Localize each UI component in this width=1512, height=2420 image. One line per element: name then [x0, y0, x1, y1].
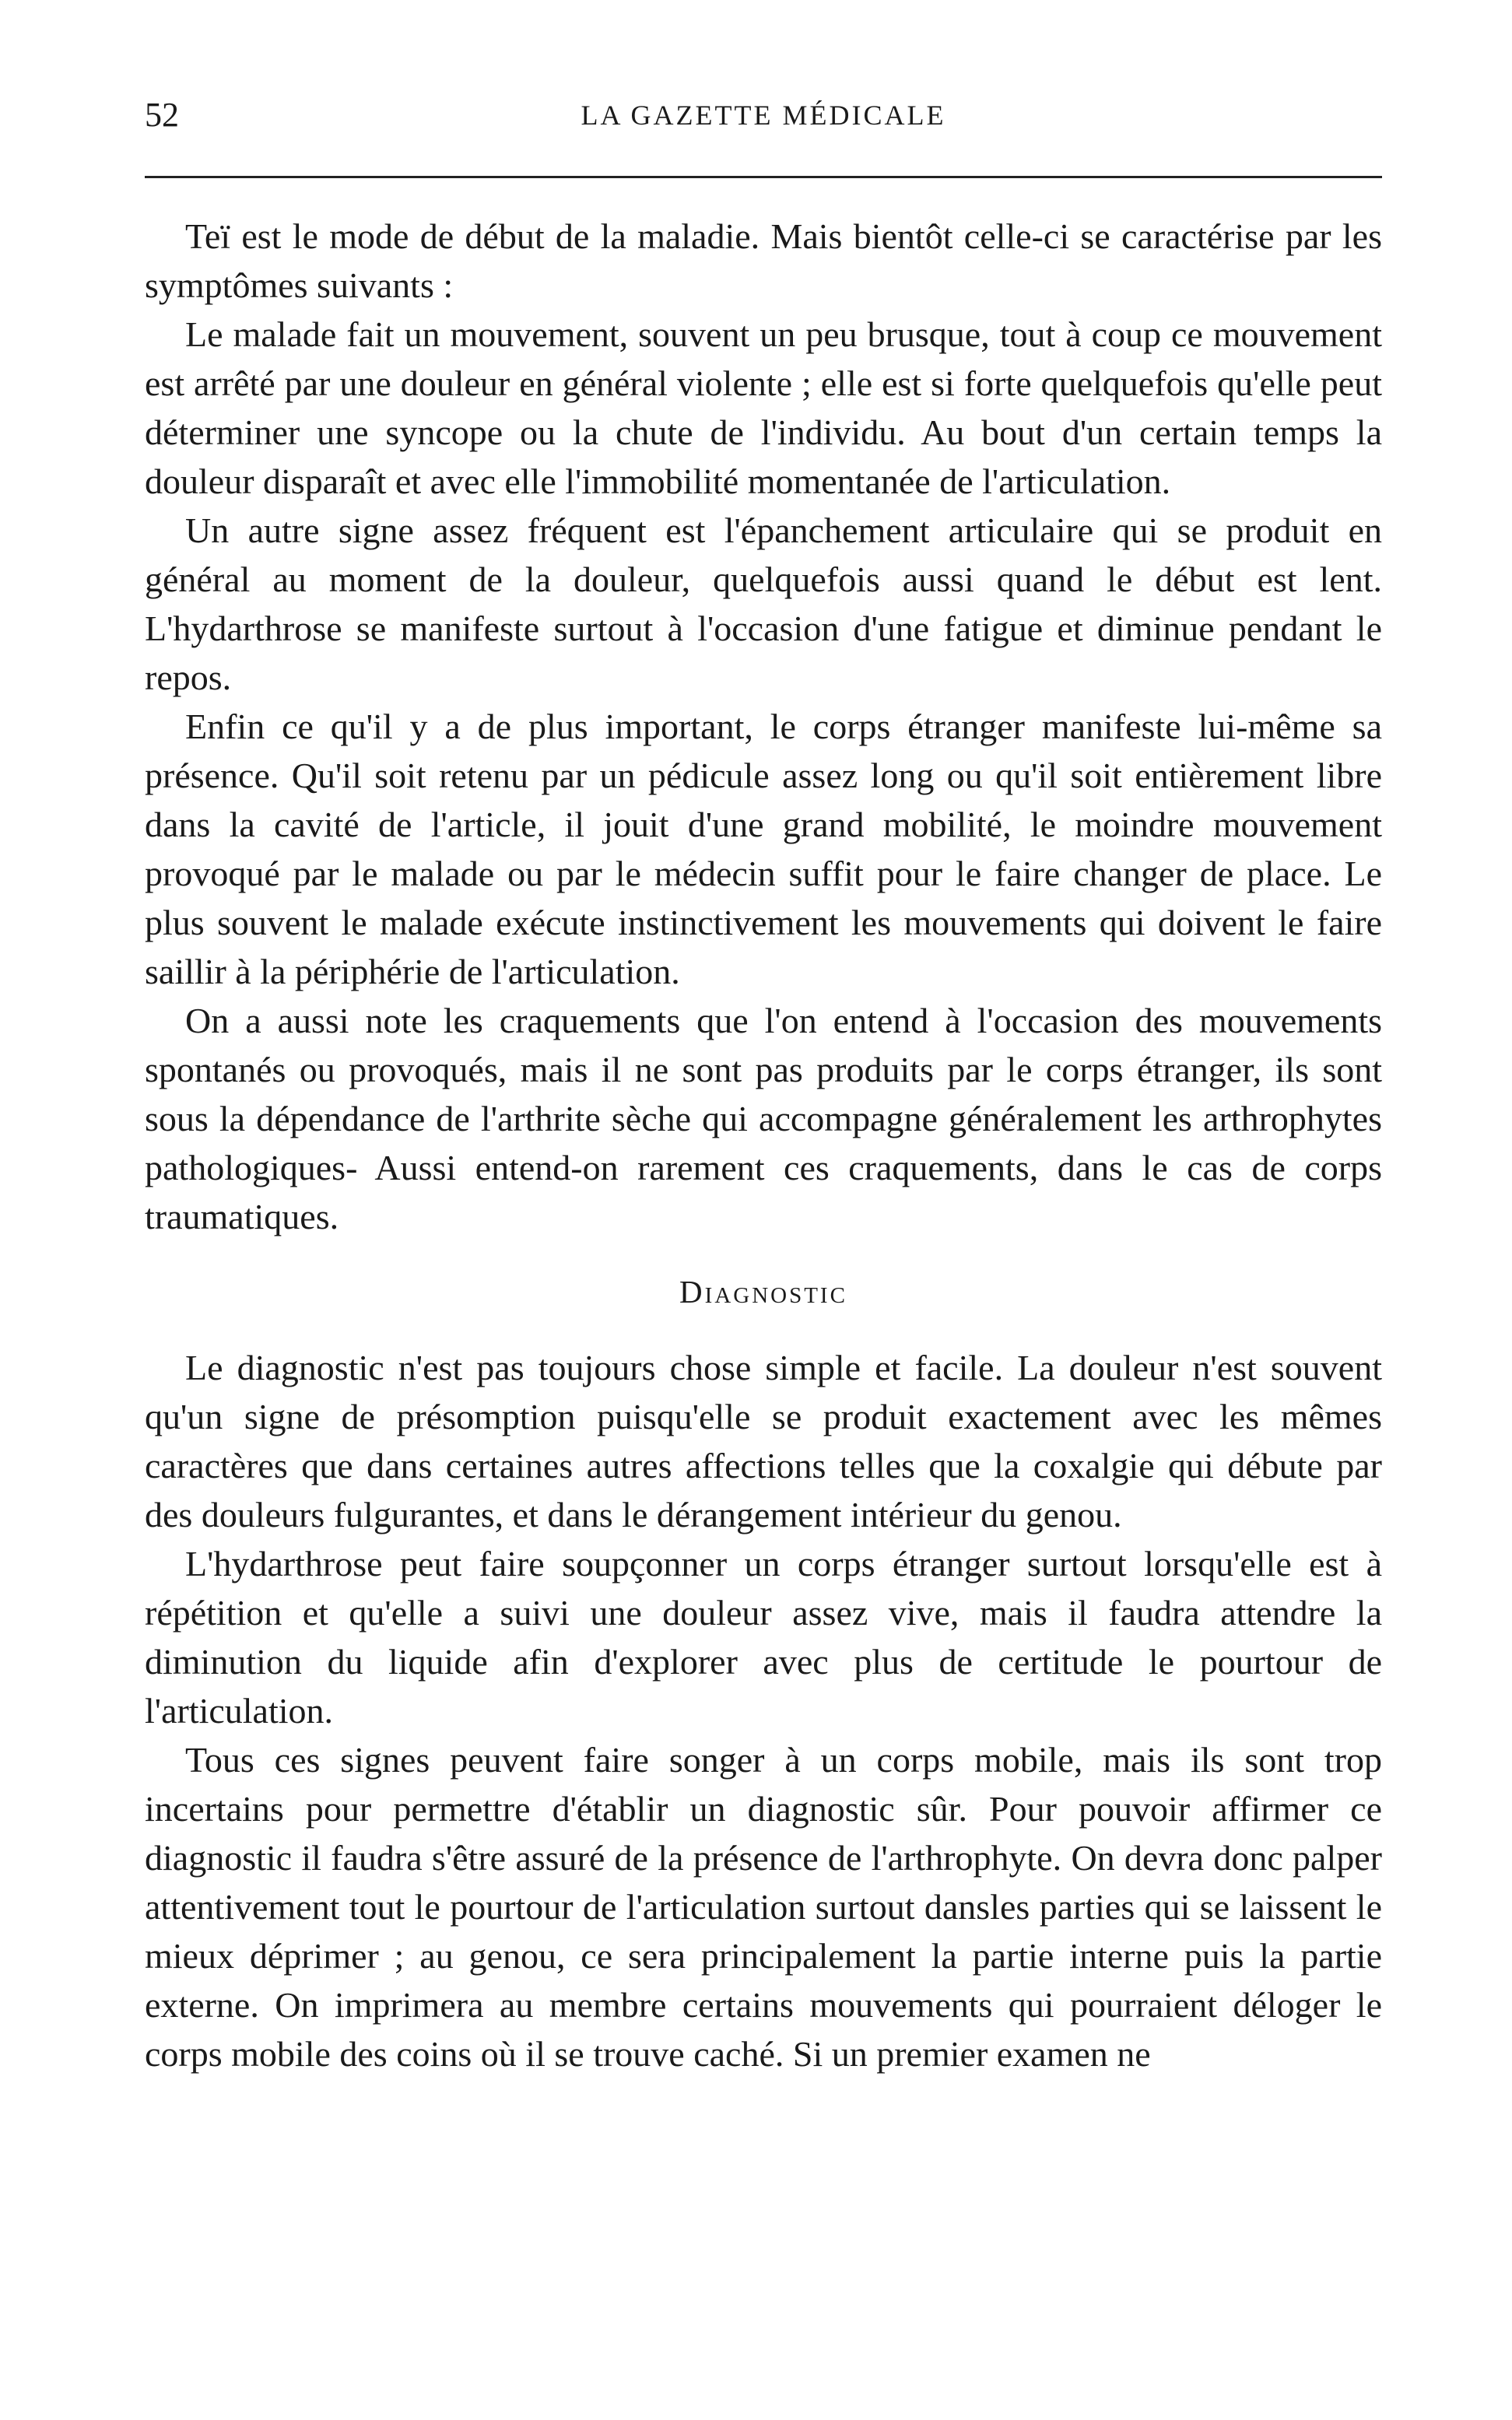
paragraph-pain: Le malade fait un mouvement, souvent un peu brusque, tout à coup ce mouvement est arrêté par une douleur en général violente ; elle est si forte quelquefois qu'elle peut déterminer une syncope ou la chute de l'individu. Au bout d'un certain temps la douleur disparaît et avec elle l'immobilité momentanée de l'articulation.: [145, 314, 1382, 501]
running-title: LA GAZETTE MÉDICALE: [581, 100, 946, 131]
section-heading-diagnostic: Diagnostic: [679, 1274, 847, 1310]
page-body: [145, 212, 1382, 2078]
paragraph-foreign-body: Enfin ce qu'il y a de plus important, le corps étranger manifeste lui-même sa présence. Qu'il soit retenu par un pédicule assez long ou qu'il soit entièrement libre dans la cavité de l'article, il jouit d'une grand mobilité, le moindre mouvement provoqué par le malade ou par le médecin suffit pour le faire changer de place. Le plus souvent le malade exécute instinctivement les mouvements qui doivent le faire saillir à la périphérie de l'articulation.: [145, 707, 1382, 991]
paragraph-palpation: Tous ces signes peuvent faire songer à un corps mobile, mais ils sont trop incertains pour permettre d'établir un diagnostic sûr. Pour pouvoir affirmer ce diagnostic il faudra s'être assuré de la présence de l'arthrophyte. On devra donc palper attentivement tout le pourtour de l'articulation surtout dansles parties qui se laissent le mieux déprimer ; au genou, ce sera principalement la partie interne puis la partie externe. On imprimera au membre certains mouvements qui pourraient déloger le corps mobile des coins où il se trouve caché. Si un premier examen ne: [145, 1740, 1382, 2074]
header-rule: [145, 176, 1382, 178]
paragraph-diagnosis: Le diagnostic n'est pas toujours chose simple et facile. La douleur n'est souvent qu'un signe de présomption puisqu'elle se produit exactement avec les mêmes caractères que dans certaines autres affections telles que la coxalgie qui débute par des douleurs fulgurantes, et dans le dérangement intérieur du genou.: [145, 1348, 1382, 1534]
paragraph-effusion: Un autre signe assez fréquent est l'épanchement articulaire qui se produit en général au moment de la douleur, quelquefois aussi quand le début est lent. L'hydarthrose se manifeste surtout à l'occasion d'une fatigue et diminue pendant le repos.: [145, 510, 1382, 697]
paragraph-onset: Teï est le mode de début de la maladie. Mais bientôt celle-ci se caractérise par les symptômes suivants :: [145, 216, 1382, 305]
paragraph-hydarthrosis: L'hydarthrose peut faire soupçonner un corps étranger surtout lorsqu'elle est à répétition et qu'elle a suivi une douleur assez vive, mais il faudra attendre la diminution du liquide afin d'explorer avec plus de certitude le pourtour de l'articulation.: [145, 1544, 1382, 1731]
paragraph-crepitus: On a aussi note les craquements que l'on entend à l'occasion des mouvements spontanés ou provoqués, mais il ne sont pas produits par le corps étranger, ils sont sous la dépendance de l'arthrite sèche qui accompagne généralement les arthrophytes pathologiques- Aussi entend-on rarement ces craquements, dans le cas de corps traumatiques.: [145, 1001, 1382, 1236]
page-header: [145, 92, 1382, 139]
page-number: 52: [145, 96, 179, 134]
